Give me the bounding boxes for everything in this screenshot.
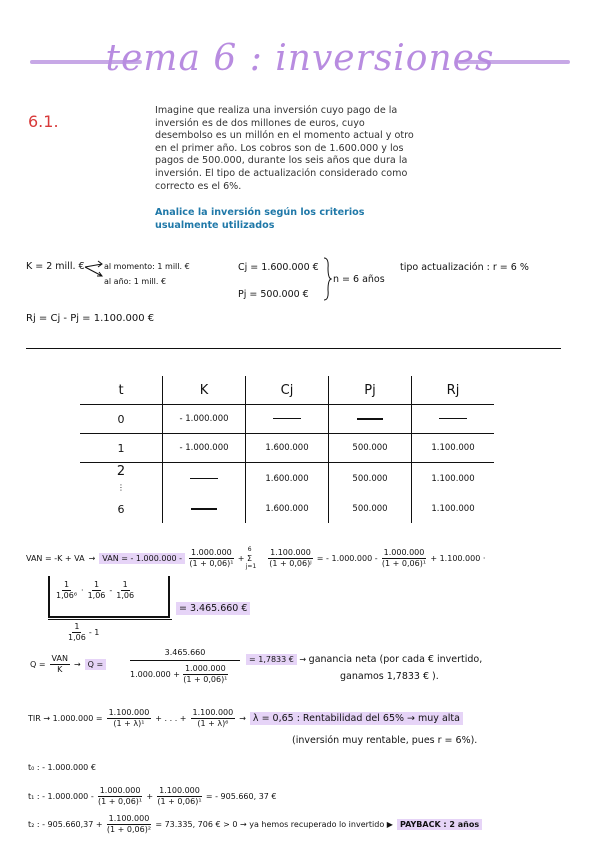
- table-header: Pj: [329, 376, 412, 405]
- table-header: Rj: [412, 376, 495, 405]
- separator-line: [26, 348, 561, 349]
- table-header-row: [80, 376, 494, 405]
- table-cell: [163, 495, 246, 523]
- table-cell: 6: [117, 502, 125, 516]
- denominator: $\frac{1}{1,06}$ - 1: [68, 622, 100, 642]
- table-header: Cj: [246, 376, 329, 405]
- table-row: [80, 495, 494, 523]
- payback-t1: t₁ : - 1.000.000 - $\frac{1.000.000}{\text{(1 + 0,06)¹}}$ + $\frac{1.100.000}{\text{(1 + 0,06)¹}}$ = - 905.660, 37 €: [28, 786, 277, 806]
- table-header: t: [80, 376, 163, 405]
- table-cell: 500.000: [329, 463, 412, 496]
- table-row: [80, 434, 494, 463]
- fraction: $\frac{1.100.000}{\text{(1 + 0,06)ʲ}}$: [269, 548, 312, 568]
- van-result: = 3.465.660 €: [176, 603, 250, 614]
- table-cell: 1.600.000: [246, 495, 329, 523]
- bracket-content: $\frac{1}{\text{1,06⁶}}$ · $\frac{1}{1,06}$ - $\frac{1}{1,06}$: [56, 580, 135, 600]
- k-label: K = 2 mill. €: [26, 261, 85, 272]
- dash-mark: [190, 478, 218, 479]
- table-cell: [412, 405, 495, 434]
- van-step: = - 1.000.000 -: [316, 554, 378, 563]
- cash-flow-table: [80, 376, 494, 523]
- van-lhs: VAN = -K + VA: [26, 554, 85, 563]
- tir-comment: (inversión muy rentable, pues r = 6%).: [292, 735, 478, 746]
- rj-formula: Rj = Cj - Pj = 1.100.000 €: [26, 313, 155, 324]
- table-cell: 1: [80, 434, 163, 463]
- cj-value: Cj = 1.600.000 €: [238, 262, 319, 273]
- fraction: $\frac{1.100.000}{\text{(1 + λ)¹}}$: [108, 708, 150, 728]
- q-equation: Q = $\frac{\text{VAN}}{K}$ → Q =: [30, 654, 106, 675]
- exercise-number: 6.1.: [28, 112, 59, 131]
- fraction: $\frac{1.100.000}{\text{(1 + 0,06)²}}$: [106, 814, 152, 834]
- tir-result: λ = 0,65 : Rentabilidad del 65% → muy alta: [250, 712, 463, 725]
- fraction: $\frac{1}{\text{1,06⁶}}$: [56, 580, 78, 600]
- tir-equation: TIR → 1.000.000 = $\frac{1.100.000}{\text{(1 + λ)¹}}$ + . . . + $\frac{1.100.000}{\text{(1 + λ)⁶}}$ → λ = 0,65 : Rentabilidad del 65% → muy alta: [28, 708, 463, 729]
- exercise-question: Analice la inversión según los criterios usualmente utilizados: [155, 207, 365, 231]
- fraction: $\frac{1.000.000}{\text{(1 + 0,06)¹}}$: [97, 786, 143, 806]
- table-cell: 500.000: [329, 495, 412, 523]
- dash-mark: [357, 418, 383, 420]
- discount-rate: tipo actualización : r = 6 %: [400, 262, 529, 273]
- fraction: $\frac{1.000.000}{\text{(1 + 0,06)¹}}$: [189, 548, 234, 568]
- arrow-icon: →: [73, 660, 81, 669]
- dash-mark: [191, 508, 217, 510]
- table-cell: - 1.000.000: [163, 405, 246, 434]
- table-cell: 2 ⋮: [116, 464, 126, 492]
- brace: [322, 256, 332, 302]
- page-title-banner: [0, 30, 600, 90]
- table-header: K: [163, 376, 246, 405]
- table-cell: 500.000: [329, 434, 412, 463]
- table-cell: 1.600.000: [246, 434, 329, 463]
- fraction: $\frac{1.100.000}{\text{(1 + λ)⁶}}$: [192, 708, 234, 728]
- table-cell: [329, 405, 412, 434]
- arrow-icon: →: [239, 714, 246, 723]
- dash-mark: [273, 418, 301, 419]
- table-cell: 1.100.000: [412, 434, 495, 463]
- k-year-note: al año: 1 mill. €: [104, 277, 167, 286]
- table-cell: 0: [80, 405, 163, 434]
- fraction: $\frac{1.000.000}{\text{(1 + 0,06)¹}}$: [381, 548, 427, 568]
- arrow-icon: →: [88, 554, 96, 563]
- fraction: $\frac{1}{1,06}$: [87, 580, 106, 600]
- table-cell: 1.100.000: [412, 463, 495, 496]
- payback-t2: t₂ : - 905.660,37 + $\frac{1.100.000}{\text{(1 + 0,06)²}}$ = 73.335, 706 € > 0 → ya hemos recuperado lo invertido ▶ PAYBACK : 2 años: [28, 814, 482, 835]
- van-tail: + 1.100.000 ·: [430, 554, 486, 563]
- fraction: $\frac{1}{1,06}$: [116, 580, 135, 600]
- table-row: [80, 463, 494, 496]
- fraction: $\frac{1.000.000}{\text{(1 + 0,06)¹}}$: [183, 664, 228, 684]
- fraction: $\frac{1.100.000}{\text{(1 + 0,06)¹}}$: [157, 786, 202, 806]
- k-now-note: al momento: 1 mill. €: [104, 262, 190, 271]
- q-comment: ganamos 1,7833 € ).: [340, 671, 439, 682]
- fraction: $\frac{1}{1,06}$: [68, 622, 86, 642]
- table-cell: 1.100.000: [412, 495, 495, 523]
- pj-value: Pj = 500.000 €: [238, 289, 309, 300]
- payback-result: PAYBACK : 2 años: [397, 819, 482, 830]
- van-highlight: VAN = - 1.000.000 -: [99, 553, 185, 564]
- exercise-statement: Imagine que realiza una inversión cuyo pago de la inversión es de dos millones de euros, cuyo desembolso es un millón en el momento actual y otro en el primer año. Los cobros son de 1.600.000 y los pagos de 500.000, durante los seis años que dura la inversión. El tipo de actualización considerado como correcto es el 6%.: [155, 105, 414, 192]
- page-title: tema 6 : inversiones: [105, 38, 495, 79]
- q-numerator: 3.465.660: [164, 648, 206, 657]
- q-result: = 1,7833 € → ganancia neta (por cada € invertido,: [246, 654, 482, 665]
- sum-symbol: + Σ 6 j=1: [237, 546, 257, 570]
- table-cell: [163, 463, 246, 496]
- q-denominator: 1.000.000 + $\frac{1.000.000}{\text{(1 + 0,06)¹}}$: [130, 664, 228, 684]
- fraction: $\frac{\text{VAN}}{K}$: [51, 654, 68, 674]
- table-row: [80, 405, 494, 434]
- n-years: n = 6 años: [333, 274, 385, 285]
- table-cell: [246, 405, 329, 434]
- table-cell: - 1.000.000: [163, 434, 246, 463]
- main-fraction-bar: [48, 619, 172, 620]
- payback-t0: t₀ : - 1.000.000 €: [28, 763, 96, 772]
- dash-mark: [439, 418, 467, 419]
- van-equation: [26, 548, 485, 569]
- k-arrows: [84, 258, 106, 284]
- q-fraction-bar: [130, 660, 240, 661]
- q-highlight: Q =: [85, 659, 107, 670]
- table-cell: 1.600.000: [246, 463, 329, 496]
